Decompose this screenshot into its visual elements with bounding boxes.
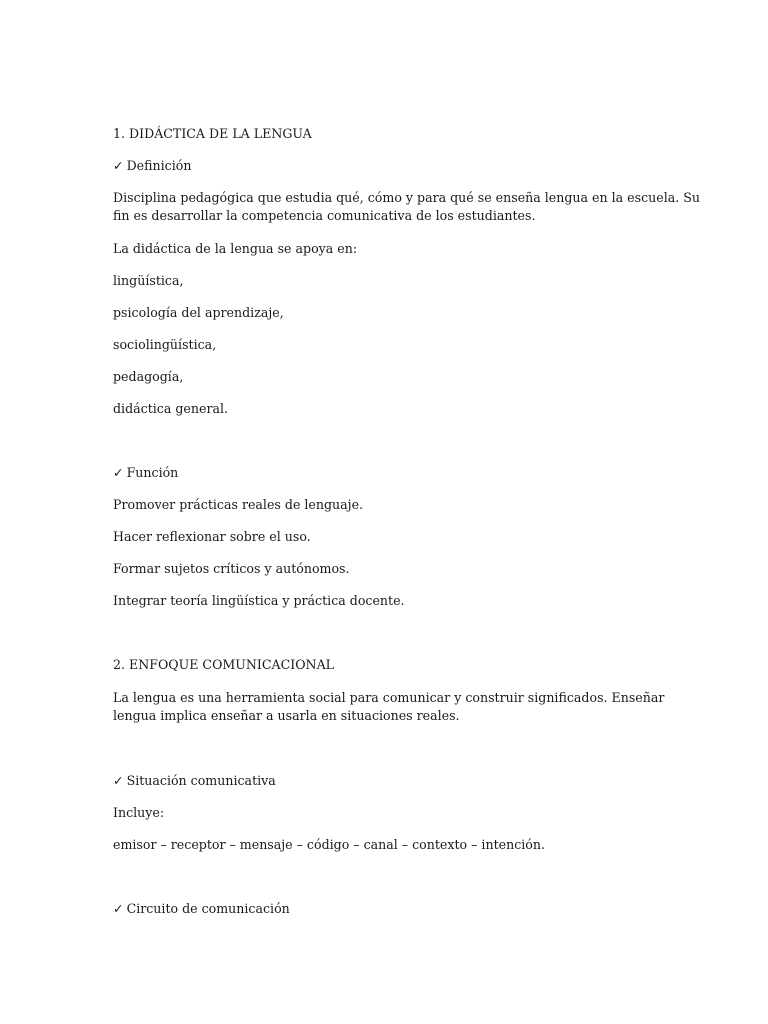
checkmark-icon: ✓: [113, 773, 124, 788]
list-item: pedagogía,: [113, 369, 184, 384]
checkmark-icon: ✓: [113, 901, 124, 916]
situacion-intro: Incluye:: [113, 805, 165, 820]
section2-paragraph-line1: La lengua es una herramienta social para comunicar y construir significados. Enseñar: [113, 690, 665, 705]
situacion-title: Situación comunicativa: [126, 773, 276, 788]
situacion-elements: emisor – receptor – mensaje – código – canal – contexto – intención.: [113, 837, 545, 852]
definicion-paragraph-line2: fin es desarrollar la competencia comunicativa de los estudiantes.: [113, 208, 536, 223]
section1-heading: 1. DIDÁCTICA DE LA LENGUA: [113, 126, 312, 141]
list-item: Promover prácticas reales de lenguaje.: [113, 497, 364, 512]
funcion-subheading: [113, 464, 653, 482]
situacion-subheading: [113, 772, 653, 790]
list-item: Integrar teoría lingüística y práctica docente.: [113, 593, 405, 608]
checkmark-icon: ✓: [113, 158, 124, 173]
section2-paragraph-line2: lengua implica enseñar a usarla en situaciones reales.: [113, 708, 460, 723]
list-item: sociolingüística,: [113, 337, 217, 352]
list-item: lingüística,: [113, 273, 184, 288]
circuito-subheading: [113, 900, 653, 918]
list-item: Formar sujetos críticos y autónomos.: [113, 561, 350, 576]
checkmark-icon: ✓: [113, 465, 124, 480]
list-item: Hacer reflexionar sobre el uso.: [113, 529, 311, 544]
definicion-subheading: [113, 157, 653, 175]
definicion-title: Definición: [126, 158, 192, 173]
list-item: didáctica general.: [113, 401, 229, 416]
definicion-paragraph-line1: Disciplina pedagógica que estudia qué, cómo y para qué se enseña lengua en la escuela. Su: [113, 190, 700, 205]
funcion-title: Función: [126, 465, 179, 480]
definicion-intro: La didáctica de la lengua se apoya en:: [113, 241, 358, 256]
section2-heading: 2. ENFOQUE COMUNICACIONAL: [113, 657, 335, 672]
circuito-title: Circuito de comunicación: [126, 901, 290, 916]
list-item: psicología del aprendizaje,: [113, 305, 284, 320]
